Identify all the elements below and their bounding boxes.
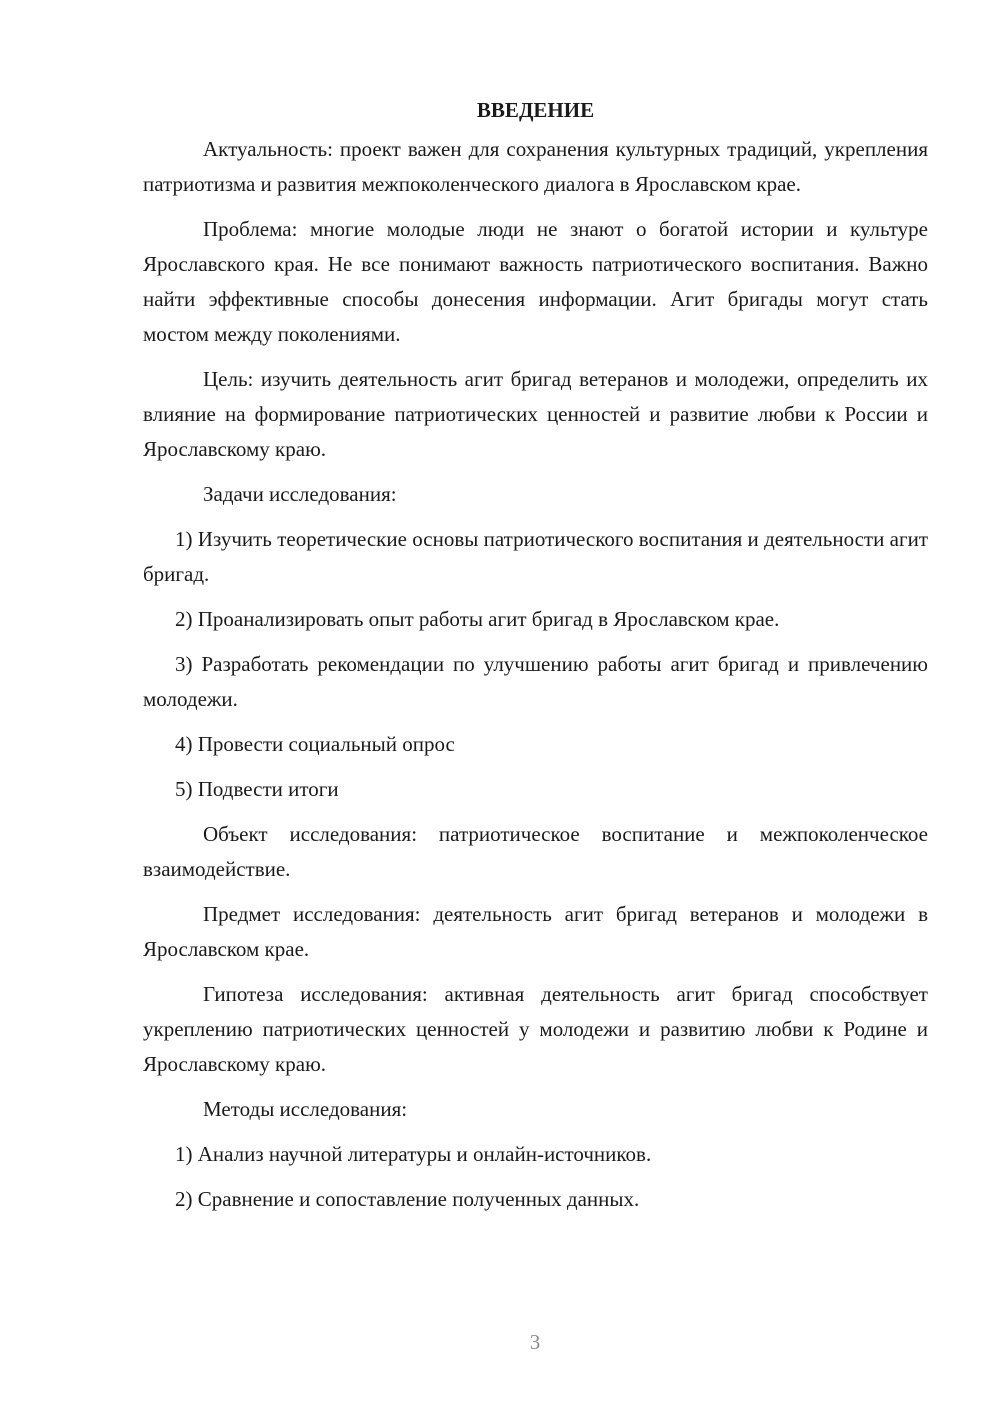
method-item-2: 2) Сравнение и сопоставление полученных данных. [175,1187,640,1211]
task-item-5: 5) Подвести итоги [175,777,339,801]
paragraph-object: Объект исследования: патриотическое воспитание и межпоколенческое взаимодействие. [143,822,928,881]
task-item-1: 1) Изучить теоретические основы патриотического воспитания и деятельности агит бригад. [143,527,928,586]
task-item-3: 3) Разработать рекомендации по улучшению работы агит бригад и привлечению молодежи. [143,652,928,711]
paragraph-problem: Проблема: многие молодые люди не знают о богатой истории и культуре Ярославского края. Не все понимают важность патриотического воспитания. Важно найти эффективные способы донесения информации. Агит бригады могут стать мостом между поколениями. [143,217,928,346]
document-page [143,92,928,1227]
paragraph-relevance: Актуальность: проект важен для сохранения культурных традиций, укрепления патриотизма и развития межпоколенческого диалога в Ярославском крае. [143,137,928,196]
paragraph-goal: Цель: изучить деятельность агит бригад ветеранов и молодежи, определить их влияние на формирование патриотических ценностей и развитие любви к России и Ярославскому краю. [143,367,928,461]
document-title: ВВЕДЕНИЕ [476,98,595,122]
paragraph-tasks-heading: Задачи исследования: [203,482,397,506]
task-item-2: 2) Проанализировать опыт работы агит бригад в Ярославском крае. [175,607,780,631]
paragraph-subject: Предмет исследования: деятельность агит бригад ветеранов и молодежи в Ярославском крае. [143,902,928,961]
page-number: 3 [529,1330,541,1354]
task-item-4: 4) Провести социальный опрос [175,732,455,756]
method-item-1: 1) Анализ научной литературы и онлайн-источников. [175,1142,652,1166]
paragraph-hypothesis: Гипотеза исследования: активная деятельность агит бригад способствует укреплению патриотических ценностей у молодежи и развитию любви к Родине и Ярославскому краю. [143,982,928,1076]
paragraph-methods-heading: Методы исследования: [203,1097,408,1121]
